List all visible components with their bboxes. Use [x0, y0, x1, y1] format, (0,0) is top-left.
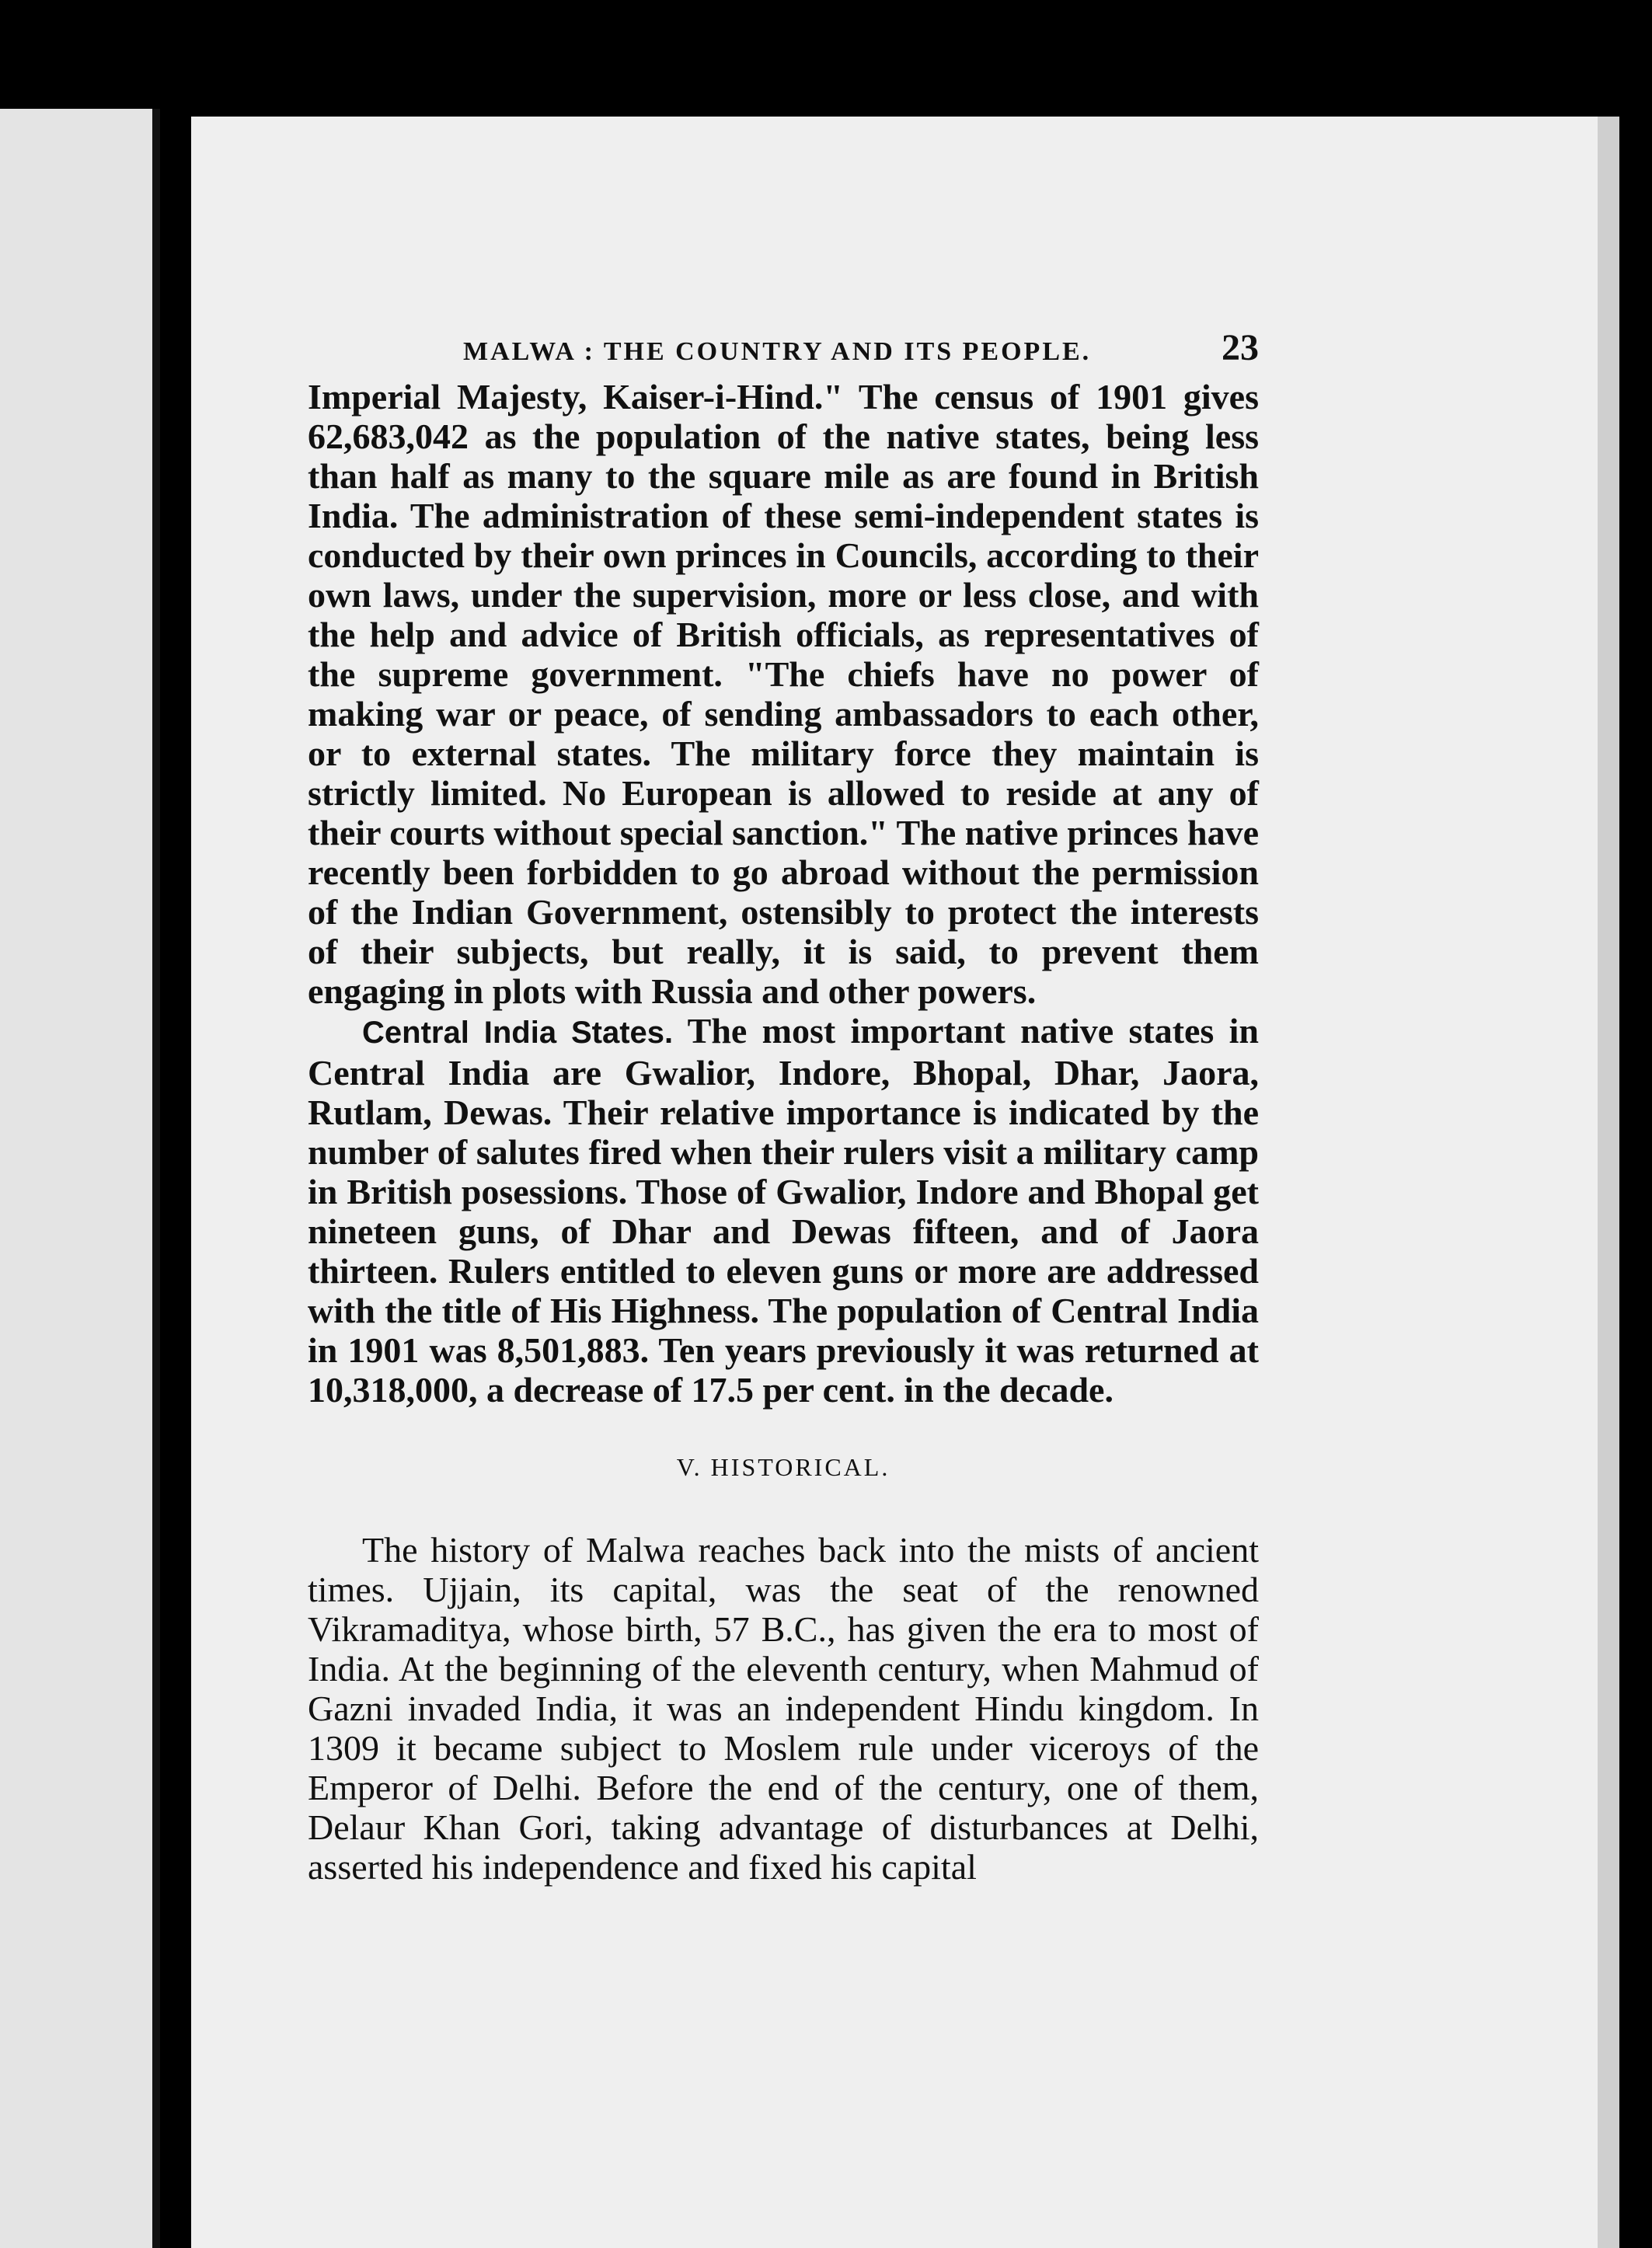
page-text-block	[308, 326, 1259, 1887]
paragraph-native-states: Imperial Majesty, Kaiser-i-Hind." The census of 1901 gives 62,683,042 as the population of the native states, being less than half as many to the square mile as are found in British India. The administration of these semi-independent states is conducted by their own princes in Councils, according to their own laws, under the supervision, more or less close, and with the help and advice of British officials, as representatives of the supreme government. "The chiefs have no power of making war or peace, of sending ambassadors to each other, or to external states. The military force they maintain is strictly limited. No European is allowed to reside at any of their courts without special sanction." The native princes have recently been forbidden to go abroad without the permission of the Indian Government, ostensibly to protect the interests of their subjects, but really, it is said, to prevent them engaging in plots with Russia and other powers.	[308, 377, 1259, 1011]
paragraph-history: The history of Malwa reaches back into the mists of ancient times. Ujjain, its capital, was the seat of the renowned Vikramaditya, whose birth, 57 B.C., has given the era to most of India. At the beginning of the eleventh century, when Mahmud of Gazni invaded India, it was an independent Hindu kingdom. In 1309 it became subject to Moslem rule under viceroys of the Emperor of Delhi. Before the end of the century, one of them, Delaur Khan Gori, taking advantage of disturbances at Delhi, asserted his independence and fixed his capital	[308, 1530, 1259, 1887]
paragraph-central-india	[308, 1011, 1259, 1410]
running-head	[308, 326, 1259, 369]
central-india-heading: Central India States.	[362, 1016, 674, 1050]
page-gutter-shadow	[152, 109, 160, 2248]
page-number: 23	[1222, 327, 1259, 368]
running-head-title: MALWA : THE COUNTRY AND ITS PEOPLE.	[463, 337, 1092, 366]
page-right-margin	[1598, 117, 1619, 2248]
central-india-text: The most important native states in Central India are Gwalior, Indore, Bhopal, Dhar, Jaora, Rutlam, Dewas. Their relative importance is indicated by the number of salutes fired when their rulers visit a military camp in British posessions. Those of Gwalior, Indore and Bhopal get nineteen guns, of Dhar and Dewas fifteen, and of Jaora thirteen. Rulers entitled to eleven guns or more are addressed with the title of His Highness. The population of Central India in 1901 was 8,501,883. Ten years previously it was returned at 10,318,000, a decrease of 17.5 per cent. in the decade.	[308, 1011, 1260, 1410]
left-page-edge	[0, 109, 155, 2248]
section-heading-historical: V. HISTORICAL.	[676, 1453, 890, 1481]
